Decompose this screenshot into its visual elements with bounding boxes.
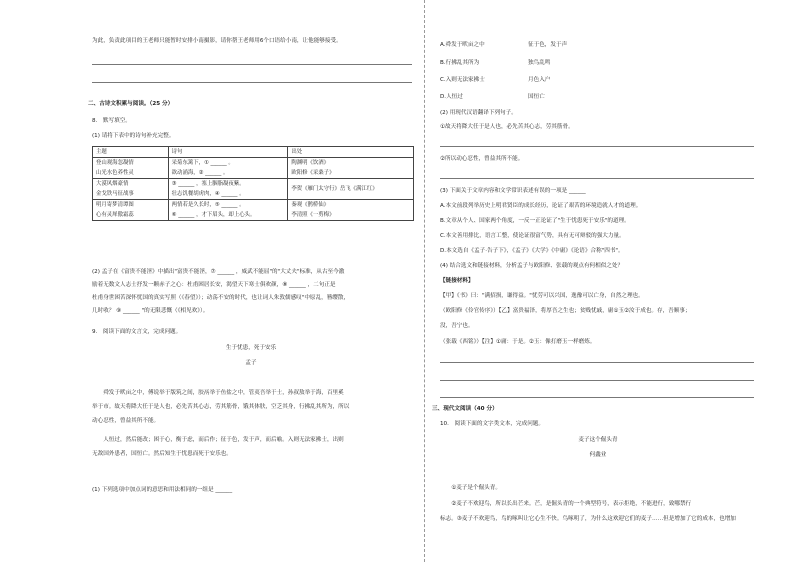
table-header-cell: 诗句 (168, 147, 288, 158)
q8-2-line: 杜甫身世困苦深怀忧国的真实写照（《春望》）；动荡不安的时代，也让词人朱敦儒感叹"中原乱，簪缨散， (92, 295, 350, 301)
passage-line: 无敌国外患者，国恒亡。然后知生于忧患而死于安乐也。 (92, 451, 232, 457)
option-pair: 征于色，发于声 (528, 42, 568, 48)
table-header-cell: 出处 (288, 147, 414, 158)
theme-text: 心有灵犀傲霜蕊 (96, 212, 134, 218)
poem-table (92, 146, 414, 221)
table-header-row (93, 147, 414, 158)
passage-line: 举于市。故天将降大任于是人也，必先苦其心志，劳其筋骨，饿其体肤，空乏其身，行拂乱其所为，所以 (92, 404, 350, 410)
q8-title: 8. 默写填空。 (92, 118, 131, 124)
theme-text: 金戈铁马征战事 (96, 191, 134, 197)
verse-text: 采菊东篱下，① ______ 。 (171, 160, 234, 166)
answer-line (440, 362, 754, 363)
option-label: C.入则无法家拂士 (440, 77, 485, 83)
answer-line (92, 82, 412, 83)
q8-2-line: 几时收？ ⑨ ______ "的无限悲慨（《相见欢》）。 (92, 308, 209, 314)
table-header-cell: 主题 (93, 147, 169, 158)
q9-2: (2) 用现代汉语翻译下列句子。 (440, 110, 517, 116)
q9-2-b: ②所以动心忍性，曾益其所不能。 (440, 156, 524, 162)
q9-3: (3) 下面关于文章内容和文学常识表述有误的一项是 ______ (440, 188, 586, 194)
option-label: D.人恒过 (440, 94, 463, 100)
section2-heading: 二、古诗文积累与阅读。（25 分） (88, 101, 174, 107)
passage-line: 舜发于畎亩之中，傅说举于版筑之间，胶鬲举于鱼盐之中，管夷吾举于士，孙叔敖举于海，百里奚 (92, 390, 344, 396)
essay-title: 麦子这个倔头青 (578, 437, 618, 443)
q8-2-line: (2) 孟子在《富贵不能淫》中描出"富贵不能淫，⑦ ______ ，威武不能屈"的"大丈夫"标准，从古至今激 (92, 269, 345, 275)
source-text: 陶渊明《饮酒》 (291, 160, 330, 166)
option-pair: 月色入户 (528, 77, 551, 83)
theme-text: 山光水色养性灵 (96, 170, 134, 176)
column-divider (424, 0, 425, 562)
source-text: 李贺《雁门太守行》岳飞《满江红》 (291, 186, 378, 192)
verse-text: ③ ______ ，塞上胭脂凝夜紫。 (171, 181, 245, 187)
q8-1: (1) 请将下表中的诗句补充完整。 (92, 133, 175, 139)
theme-text: 登山观海忽凝情 (96, 160, 134, 166)
answer-line (440, 146, 754, 147)
link-line: （张载《西铭》）【注】①庸：于是。②玉：像打磨玉一样磨炼。 (440, 339, 596, 345)
table-row (93, 179, 414, 200)
option-label: B.行拂乱其所为 (440, 60, 480, 66)
link-label: 【链接材料】 (440, 278, 474, 284)
option-pair: 国恒亡 (528, 94, 545, 100)
verse-text: 两情若是久长时，⑤ ______ 。 (171, 202, 245, 208)
essay-author: 何鑫业 (589, 452, 607, 458)
essay-line: 标志。③麦子不欢迎鸟，鸟的啄叫让它心生不快。鸟啄明了，为什么这欢迎它们的麦子……但是增加了它的成本，也增加 (440, 516, 736, 522)
theme-text: 大漠风烟豪情 (96, 181, 129, 187)
q8-2-line: 励着无数文人志士抒发一颗赤子之心：杜甫困居长安，渴望天下寒士俱欢颜，⑧ ______ ，二句正是 (92, 282, 336, 288)
verse-text: 欲动涌海，② ______ 。 (171, 170, 229, 176)
link-line: 【甲】《书》曰："满招损，谦得益。"忧劳可以兴国，逸豫可以亡身，自然之理也。 (440, 293, 644, 299)
q9-3-option: B.文章从个人、国家两个角度，一反一正论证了"生于忧患死于安乐"的道理。 (440, 218, 630, 224)
q9-4: (4) 结合选文和链接材料，分析孟子与欧阳修、张载的观点有何相似之处？ (440, 263, 624, 269)
section3-heading: 三、现代文阅读（40 分） (432, 406, 498, 412)
q10-title: 10. 阅读下面的文字类文本，完成问题。 (440, 421, 544, 427)
answer-line (440, 178, 754, 179)
q9-title: 9. 阅读下面的文言文，完成问题。 (92, 329, 182, 335)
table-row (93, 200, 414, 221)
option-label: A.舜发于畎亩之中 (440, 42, 485, 48)
answer-line (440, 380, 754, 381)
q9-2-a: ①故天将降大任于是人也，必先苦其心志，劳其筋骨。 (440, 124, 574, 130)
essay-line: ①麦子是个倔头青。 (440, 485, 501, 491)
verse-text: ⑥ ______ ，才下眉头，却上心头。 (171, 212, 256, 218)
answer-line (92, 64, 412, 65)
intro-line: 为此，负责此项目的王老师只能暂时安排小南摄影，请你帮王老师用6个口语给小南，让他能够接受。 (92, 38, 342, 44)
theme-text: 明月寄梦清谭图 (96, 202, 134, 208)
link-line: （欧阳修《伶官传序》）【乙】富贵福泽，将厚吾之生也；贫贱忧戚，庸①玉②汝于成也。存，吾顺事； (440, 308, 691, 314)
source-text: 李清照《一剪梅》 (291, 212, 335, 218)
essay-line: ②麦子不欢迎鸟，所以长出芒来。芒，是倔头青的一个典型符号，表示拒绝，不能进行，致哪禁行 (440, 501, 692, 507)
passage-line: 人恒过，然后能改；困于心，衡于虑，而后作；征于色，发于声，而后喻。入则无法家拂士，出则 (92, 437, 344, 443)
passage-author: 孟子 (245, 360, 257, 366)
table-row (93, 158, 414, 179)
verse-text: 壮志饥餐胡虏肉，④ ______ 。 (171, 191, 245, 197)
q9-3-option: C.本文善用排比，语言工整，使论证很富气势，具有无可辩驳的强大力量。 (440, 233, 625, 239)
passage-title: 生于忧患，死于安乐 (225, 345, 277, 351)
source-text: 欧阳修《采桑子》 (291, 170, 335, 176)
q9-3-option: D.本文选自《孟子·告子下》，《孟子》《大学》《中庸》《论语》合称"四书"。 (440, 248, 624, 254)
q9-3-option: A.本文前段列举历史上明君贤臣的成长经历，论证了艰苦的环境造就人才的道理。 (440, 203, 642, 209)
passage-line: 动心忍性，曾益其所不能。 (92, 418, 160, 424)
answer-line (440, 397, 754, 398)
link-line: 没，吾宁也。 (440, 323, 474, 329)
q9-1: (1) 下列选项中加点词的意思和用法相同的一组是 ______ (92, 487, 233, 493)
source-text: 秦观《鹊桥仙》 (291, 202, 330, 208)
option-pair: 独鸟乱鸣 (528, 60, 551, 66)
